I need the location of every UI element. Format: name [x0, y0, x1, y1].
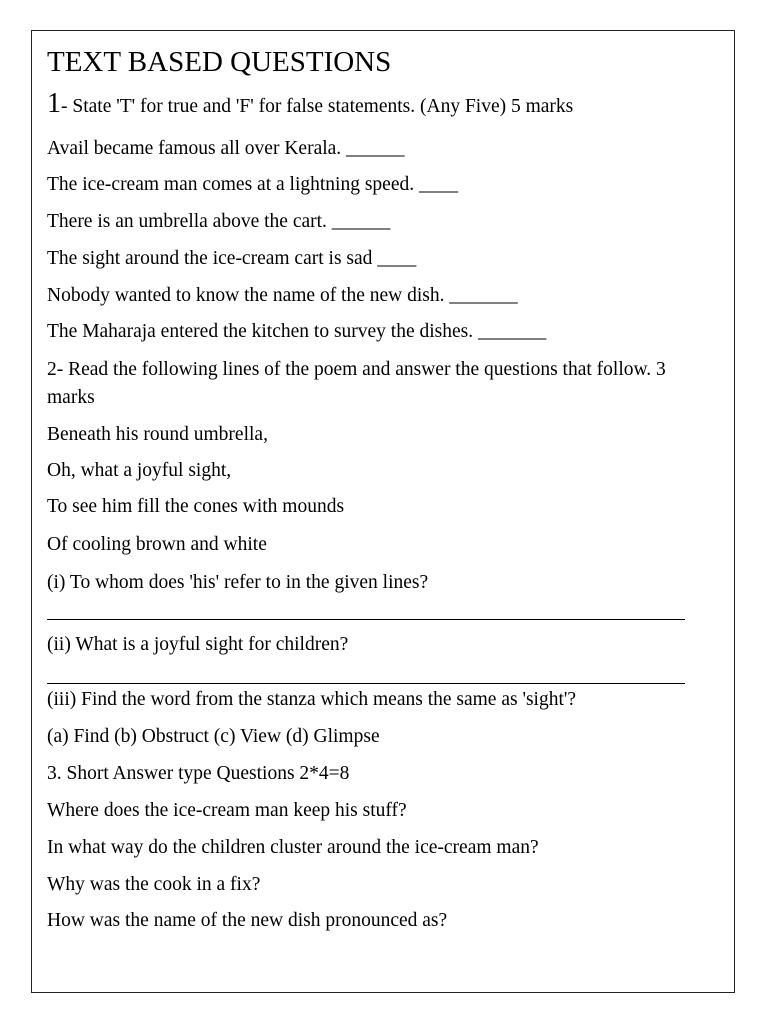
- answer-line: [47, 683, 685, 684]
- q2-question: (i) To whom does 'his' refer to in the given lines?: [47, 572, 429, 593]
- worksheet-title: TEXT BASED QUESTIONS: [47, 46, 392, 78]
- q2-instruction: 2- Read the following lines of the poem and answer the questions that follow. 3 marks: [47, 359, 666, 408]
- q1-instruction: [47, 88, 574, 119]
- q1-statement: The ice-cream man comes at a lightning speed. ____: [47, 174, 458, 195]
- q3-question: In what way do the children cluster around the ice-cream man?: [47, 837, 539, 858]
- q2-question: (ii) What is a joyful sight for children?: [47, 634, 349, 655]
- q3-question: How was the name of the new dish pronounced as?: [47, 910, 448, 931]
- q3-question: Where does the ice-cream man keep his stuff?: [47, 800, 407, 821]
- q1-statement: The sight around the ice-cream cart is sad ____: [47, 248, 417, 269]
- q3-question: Why was the cook in a fix?: [47, 874, 261, 895]
- q2-question: (iii) Find the word from the stanza which means the same as 'sight'?: [47, 689, 577, 710]
- q1-statement: There is an umbrella above the cart. ______: [47, 211, 391, 232]
- q1-statement: The Maharaja entered the kitchen to survey the dishes. _______: [47, 321, 547, 342]
- q1-instruction-text: - State 'T' for true and 'F' for false statements. (Any Five) 5 marks: [61, 96, 574, 117]
- poem-line: Of cooling brown and white: [47, 534, 267, 555]
- q1-number: 1: [47, 88, 61, 119]
- q1-statement: Nobody wanted to know the name of the new dish. _______: [47, 285, 518, 306]
- q3-heading: 3. Short Answer type Questions 2*4=8: [47, 763, 350, 784]
- poem-line: Beneath his round umbrella,: [47, 424, 268, 445]
- q2-options: (a) Find (b) Obstruct (c) View (d) Glimpse: [47, 726, 380, 747]
- poem-line: To see him fill the cones with mounds: [47, 496, 345, 517]
- q1-statement: Avail became famous all over Kerala. ______: [47, 138, 405, 159]
- poem-line: Oh, what a joyful sight,: [47, 460, 232, 481]
- answer-line: [47, 619, 685, 620]
